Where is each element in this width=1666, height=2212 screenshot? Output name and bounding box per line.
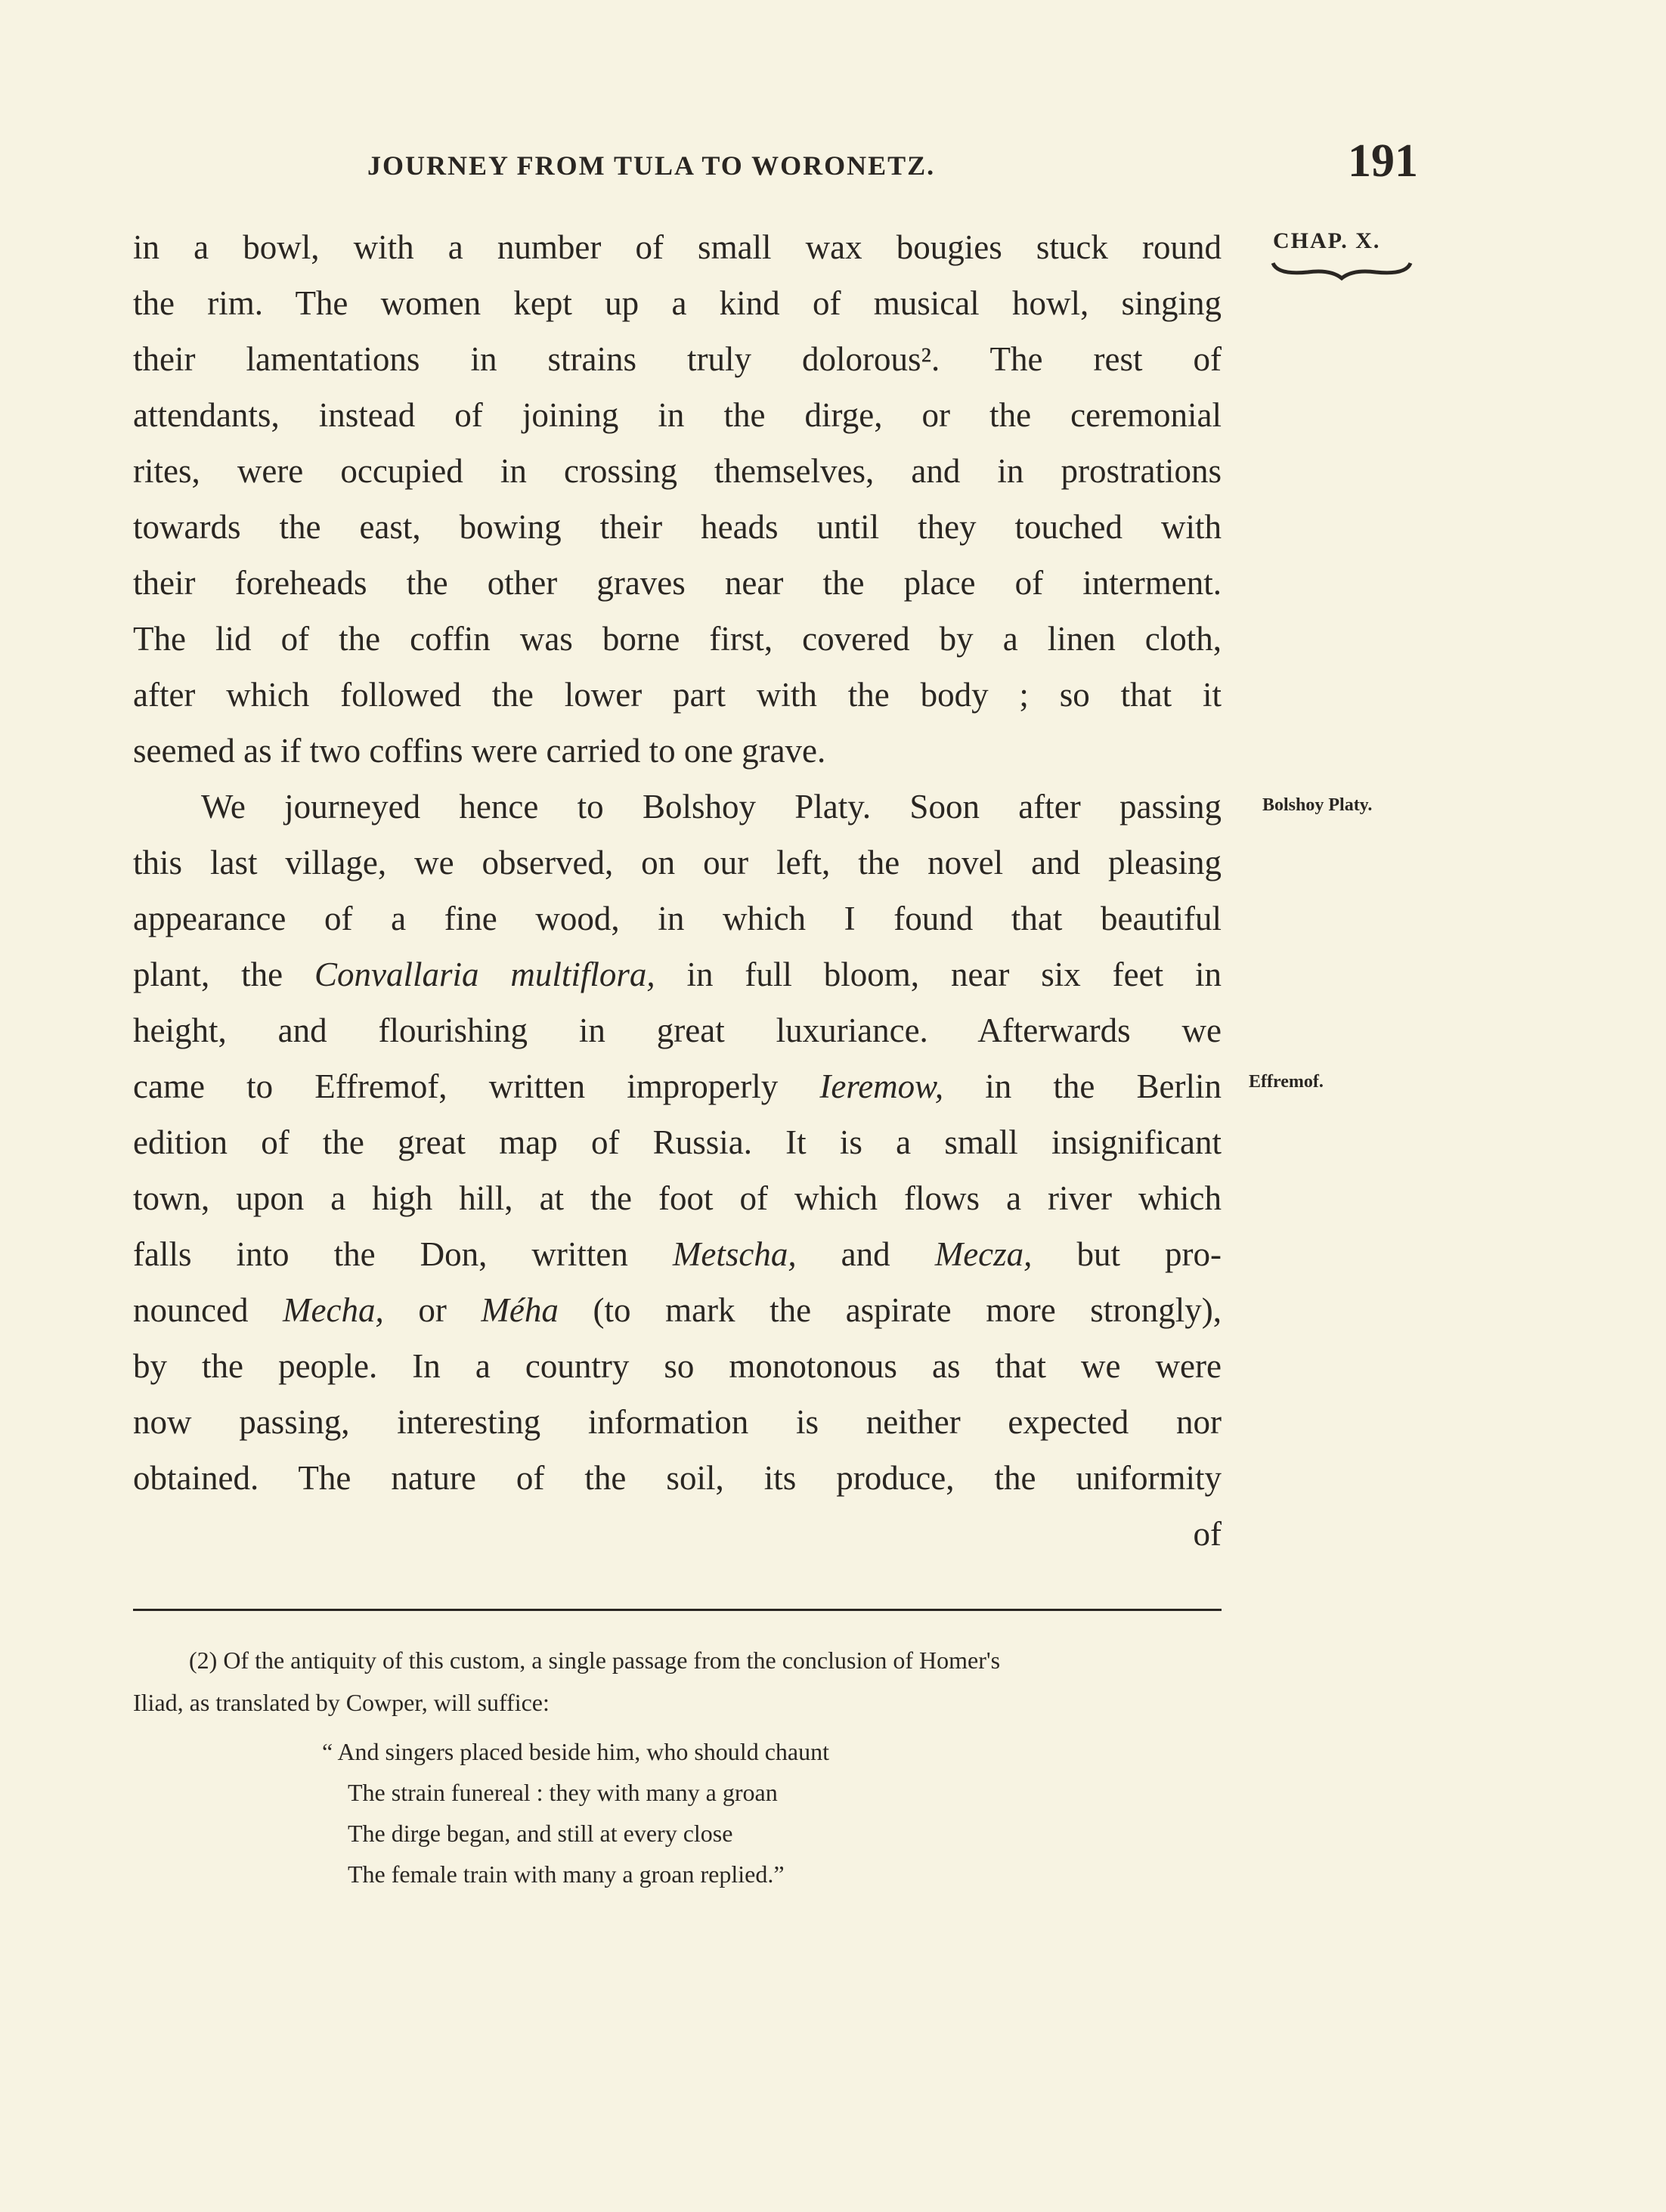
text-line: obtained. The nature of the soil, its produce, the uniformity <box>133 1459 1222 1497</box>
italic-name: Ieremow, <box>819 1067 944 1105</box>
text-span: falls into the Don, written <box>133 1235 673 1273</box>
text-line: their lamentations in strains truly dolorous². The rest of <box>133 340 1222 378</box>
text-line: the rim. The women kept up a kind of musical howl, singing <box>133 284 1222 322</box>
italic-plant-name: Convallaria multiflora, <box>314 956 655 993</box>
text-line <box>133 1282 1222 1338</box>
text-line: attendants, instead of joining in the dirge, or the ceremonial <box>133 396 1222 434</box>
catchword: of <box>1193 1515 1222 1553</box>
text-line: rites, were occupied in crossing themselves, and in prostrations <box>133 452 1222 490</box>
marginal-note-bolshoy-platy: Bolshoy Platy. <box>1262 795 1373 815</box>
text-line: now passing, interesting information is neither expected nor <box>133 1403 1222 1441</box>
footnote <box>133 1639 1222 1894</box>
chapter-marginal-note: CHAP. X. <box>1273 228 1381 253</box>
footnote-verse <box>133 1731 1222 1894</box>
text-span: (to mark the aspirate more strongly), <box>558 1291 1222 1329</box>
page-number: 191 <box>1348 135 1418 187</box>
text-span: but pro- <box>1032 1235 1222 1273</box>
italic-name: Mecza, <box>934 1235 1033 1273</box>
text-line: town, upon a high hill, at the foot of which flows a river which <box>133 1179 1222 1217</box>
text-line: edition of the great map of Russia. It is a small insignificant <box>133 1123 1222 1161</box>
text-span: in full bloom, near six feet in <box>655 956 1222 993</box>
text-span: or <box>383 1291 482 1329</box>
text-span: in the Berlin <box>943 1067 1222 1105</box>
page-header <box>133 135 1418 203</box>
text-line: seemed as if two coffins were carried to one grave. <box>133 732 826 770</box>
italic-name: Mecha, <box>283 1291 384 1329</box>
text-line: after which followed the lower part with the body ; so that it <box>133 676 1222 714</box>
text-line <box>133 1226 1222 1282</box>
text-line <box>133 1058 1222 1114</box>
verse-line: The strain funereal : they with many a groan <box>348 1779 778 1806</box>
text-line: appearance of a fine wood, in which I found that beautiful <box>133 900 1222 937</box>
marginal-note-effremof: Effremof. <box>1249 1072 1324 1092</box>
text-line: in a bowl, with a number of small wax bougies stuck round <box>133 228 1222 266</box>
verse-line: “ And singers placed beside him, who should chaunt <box>322 1738 829 1765</box>
text-line: We journeyed hence to Bolshoy Platy. Soon after passing <box>201 788 1222 826</box>
text-line: height, and flourishing in great luxuriance. Afterwards we <box>133 1012 1222 1049</box>
text-line: by the people. In a country so monotonous as that we were <box>133 1347 1222 1385</box>
verse-line: The female train with many a groan replied.” <box>348 1860 785 1888</box>
text-span: came to Effremof, written improperly <box>133 1067 820 1105</box>
body-text <box>133 219 1222 1562</box>
text-span: nounced <box>133 1291 283 1329</box>
text-line: towards the east, bowing their heads until they touched with <box>133 508 1222 546</box>
text-span: plant, the <box>133 956 314 993</box>
footnote-line: (2) Of the antiquity of this custom, a single passage from the conclusion of Homer's <box>189 1647 1001 1674</box>
italic-name: Méha <box>481 1291 559 1329</box>
text-line <box>133 946 1222 1002</box>
running-title: JOURNEY FROM TULA TO WORONETZ. <box>367 150 936 181</box>
chapter-brace-ornament <box>1270 259 1414 281</box>
text-line: this last village, we observed, on our left, the novel and pleasing <box>133 844 1222 881</box>
text-line: their foreheads the other graves near the place of interment. <box>133 564 1222 602</box>
footnote-rule <box>133 1609 1222 1611</box>
footnote-line: Iliad, as translated by Cowper, will suffice: <box>133 1689 550 1716</box>
italic-name: Metscha, <box>672 1235 797 1273</box>
text-line: The lid of the coffin was borne first, covered by a linen cloth, <box>133 620 1222 658</box>
verse-line: The dirge began, and still at every close <box>348 1820 733 1847</box>
text-span: and <box>796 1235 935 1273</box>
